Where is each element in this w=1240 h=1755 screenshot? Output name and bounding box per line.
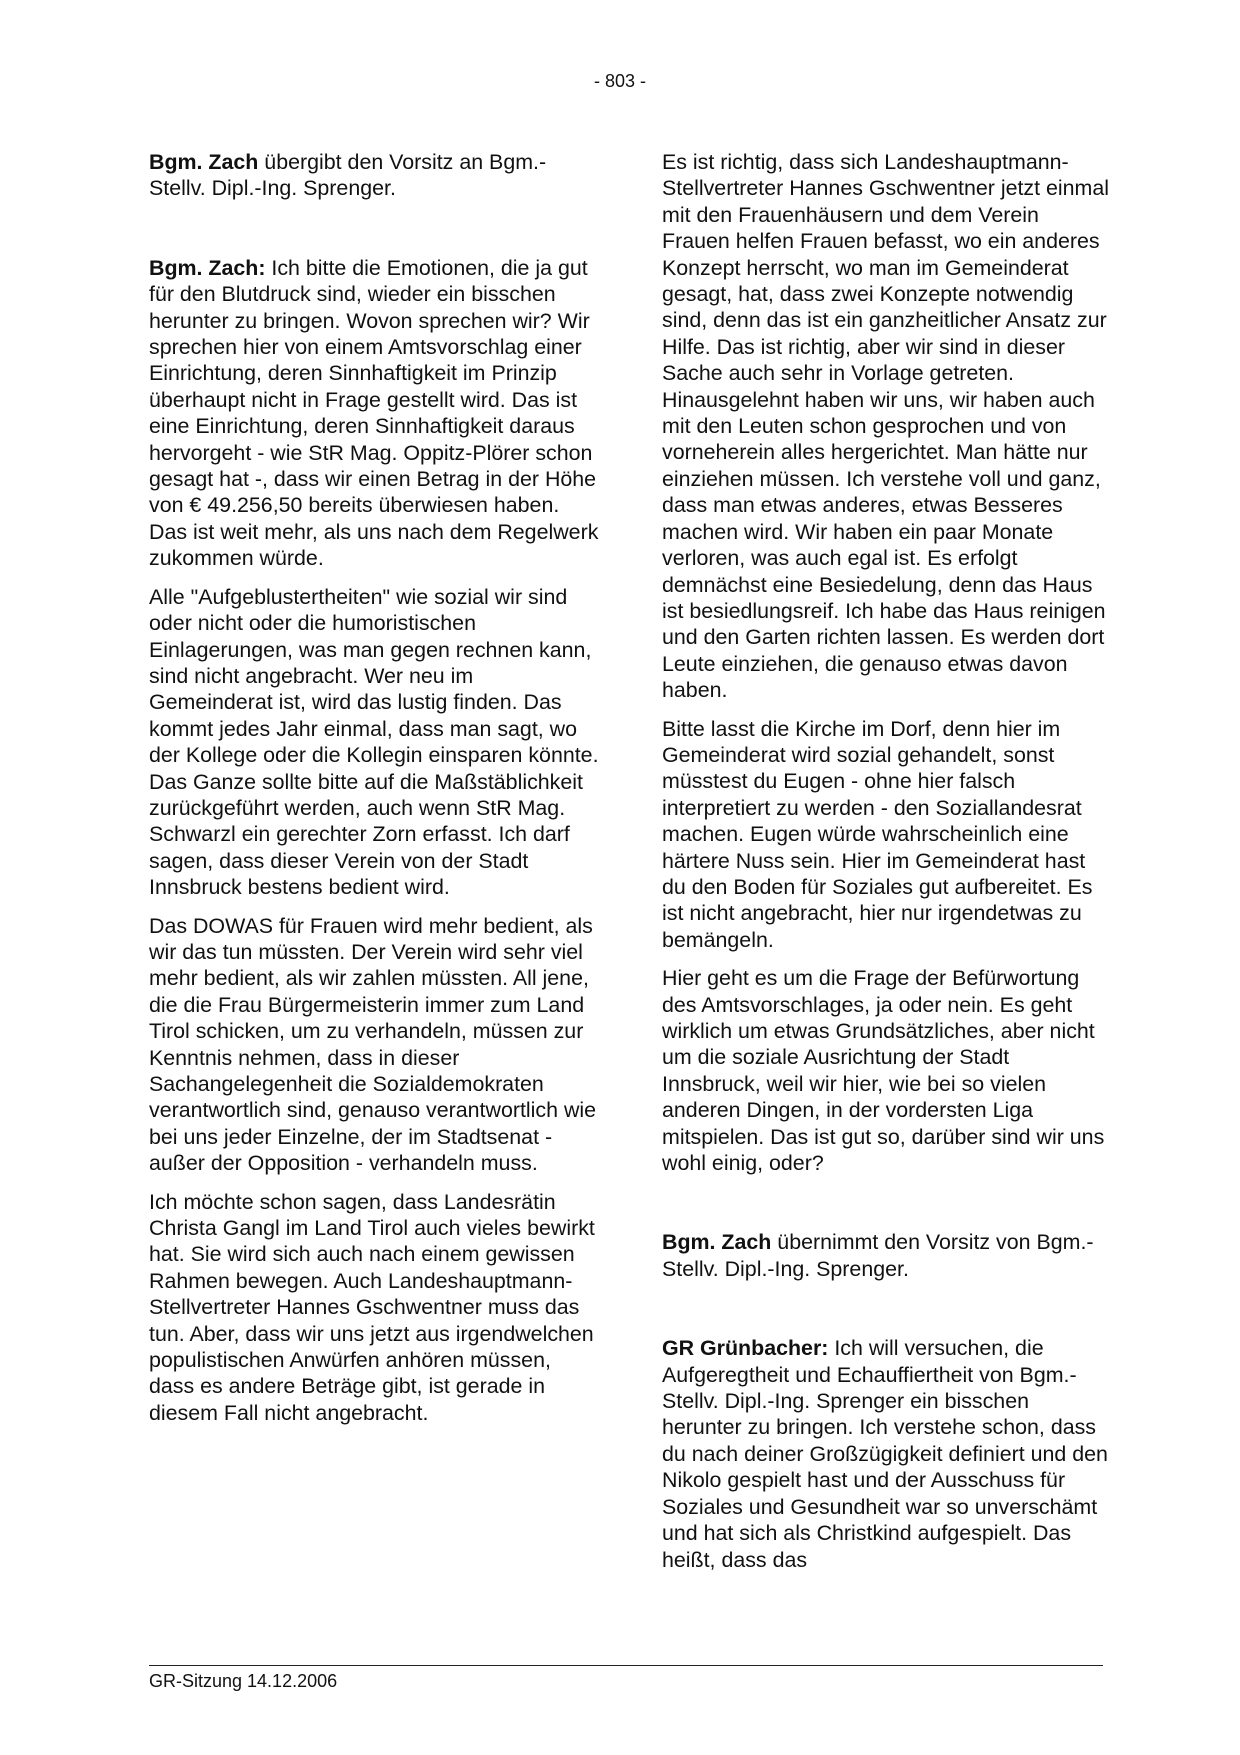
paragraph-text: Ich will versuchen, die Aufgeregtheit und Echauffiertheit von Bgm.-Stellv. Dipl.-Ing. Sprenger ein bisschen herunter zu bringen. Ich verstehe schon, dass du nach deiner Großzügigkeit definiert und den Nikolo gespielt hast und der Ausschuss für Soziales und Gesundheit war so unverschämt und hat sich als Christkind aufgespielt. Das heißt, dass das — [662, 1336, 1108, 1572]
right-column — [662, 149, 1112, 1585]
left-column — [149, 149, 599, 1438]
paragraph-speech-zach — [149, 255, 599, 572]
paragraph-text: übergibt den Vorsitz an Bgm.-Stellv. Dipl.-Ing. Sprenger. — [149, 150, 547, 201]
speaker-name: GR Grünbacher: — [662, 1336, 829, 1361]
paragraph-chair-handover — [149, 149, 599, 202]
paragraph-text: Ich möchte schon sagen, dass Landesrätin Christa Gangl im Land Tirol auch vieles bewirkt hat. Sie wird sich auch nach einem gewissen Rahmen bewegen. Auch Landeshauptmann-Stellvertreter Hannes Gschwentner muss das tun. Aber, dass wir uns jetzt aus irgendwelchen populistischen Anwürfen anhören müssen, dass es andere Beträge gibt, ist gerade in diesem Fall nicht angebracht. — [149, 1189, 595, 1425]
speaker-name: Bgm. Zach: — [149, 255, 266, 280]
page-number: - 803 - — [593, 71, 647, 91]
speaker-name: Bgm. Zach — [149, 150, 259, 174]
paragraph-text: Es ist richtig, dass sich Landeshauptmann-Stellvertreter Hannes Gschwentner jetzt einmal mit den Frauenhäusern und dem Verein Frauen helfen Frauen befasst, wo ein anderes Konzept herrscht, wo man im Gemeinderat gesagt, hat, dass zwei Konzepte notwendig sind, denn das ist ein ganzheitlicher Ansatz zur Hilfe. Das ist richtig, aber wir sind in dieser Sache auch sehr in Vorlage getreten. Hinausgelehnt haben wir uns, wir haben auch mit den Leuten schon gesprochen und von vorneherein alles hergerichtet. Man hätte nur einziehen müssen. Ich verstehe voll und ganz, dass man etwas anderes, etwas Besseres machen wird. Wir haben ein paar Monate verloren, was auch egal ist. Es erfolgt demnächst eine Besiedelung, denn das Haus ist besiedlungsreif. Ich habe das Haus reinigen und den Garten richten lassen. Es werden dort Leute einziehen, die genauso etwas davon haben. — [662, 150, 1110, 703]
paragraph-text: übernimmt den Vorsitz von Bgm.-Stellv. Dipl.-Ing. Sprenger. — [662, 1230, 1094, 1281]
paragraph-text: Bitte lasst die Kirche im Dorf, denn hier im Gemeinderat wird sozial gehandelt, sonst müsstest du Eugen - ohne hier falsch interpretiert zu werden - den Soziallandesrat machen. Eugen würde wahrscheinlich eine härtere Nuss sein. Hier im Gemeinderat hast du den Boden für Soziales gut aufbereitet. Es ist nicht angebracht, hier nur irgendetwas zu bemängeln. — [662, 716, 1093, 952]
speaker-name: Bgm. Zach — [662, 1230, 772, 1255]
paragraph-speech-gruenbacher — [662, 1335, 1112, 1573]
paragraph-text: Ich bitte die Emotionen, die ja gut für den Blutdruck sind, wieder ein bisschen herunter zu bringen. Wovon sprechen wir? Wir sprechen hier von einem Amtsvorschlag einer Einrichtung, deren Sinnhaftigkeit im Prinzip überhaupt nicht in Frage gestellt wird. Das ist eine Einrichtung, deren Sinnhaftigkeit daraus hervorgeht - wie StR Mag. Oppitz-Plörer schon gesagt hat -, dass wir einen Betrag in der Höhe von € 49.256,50 bereits überwiesen haben. Das ist weit mehr, als uns nach dem Regelwerk zukommen würde. — [149, 255, 599, 571]
footer-divider — [149, 1665, 1103, 1666]
paragraph-text: Das DOWAS für Frauen wird mehr bedient, als wir das tun müssten. Der Verein wird sehr viel mehr bedient, als wir zahlen müssten. All jene, die die Frau Bürgermeisterin immer zum Land Tirol schicken, um zu verhandeln, müssen zur Kenntnis nehmen, dass in dieser Sachangelegenheit die Sozialdemokraten verantwortlich sind, genauso verantwortlich wie bei uns jeder Einzelne, der im Stadtsenat - außer der Opposition - verhandeln muss. — [149, 913, 597, 1176]
paragraph-text: Alle "Aufgeblustertheiten" wie sozial wir sind oder nicht oder die humoristischen Einlagerungen, was man gegen rechnen kann, sind nicht angebracht. Wer neu im Gemeinderat ist, wird das lustig finden. Das kommt jedes Jahr einmal, dass man sagt, wo der Kollege oder die Kollegin einsparen könnte. Das Ganze sollte bitte auf die Maßstäblichkeit zurückgeführt werden, auch wenn StR Mag. Schwarzl ein gerechter Zorn erfasst. Ich darf sagen, dass dieser Verein von der Stadt Innsbruck bestens bedient wird. — [149, 584, 599, 900]
footer-session-date: GR-Sitzung 14.12.2006 — [149, 1671, 338, 1691]
paragraph-text: Hier geht es um die Frage der Befürwortung des Amtsvorschlages, ja oder nein. Es geht wirklich um etwas Grundsätzliches, aber nicht um die soziale Ausrichtung der Stadt Innsbruck, weil wir hier, wie bei so vielen anderen Dingen, in der vordersten Liga mitspielen. Das ist gut so, darüber sind wir uns wohl einig, oder? — [662, 966, 1105, 1176]
paragraph-chair-takeover — [662, 1229, 1112, 1282]
